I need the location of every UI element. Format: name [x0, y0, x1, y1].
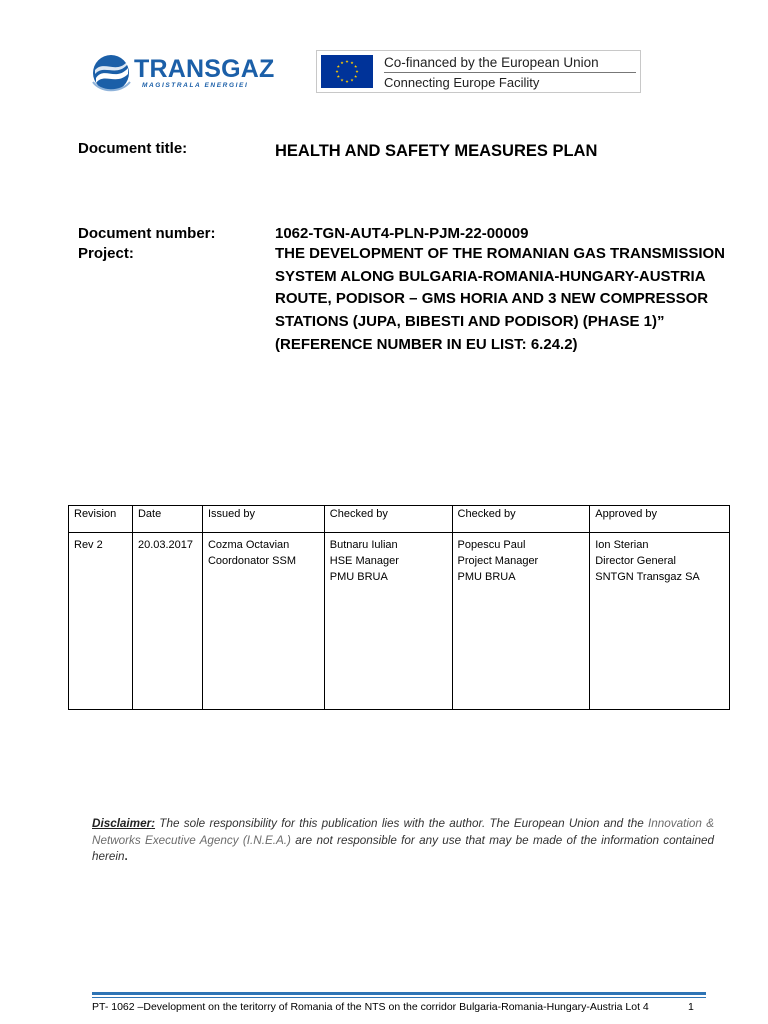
cell-checked-by-1 — [324, 533, 452, 710]
issuer-name: Cozma Octavian — [207, 539, 290, 551]
header-revision: Revision — [69, 506, 133, 533]
document-number-value: 1062-TGN-AUT4-PLN-PJM-22-00009 — [275, 225, 529, 242]
disclaimer-agency: Innovation & Networks Executive Agency (I.N.E.A.) — [92, 817, 714, 847]
header-issued-by: Issued by — [202, 506, 324, 533]
page-number: 1 — [688, 1001, 694, 1013]
transgaz-logo — [90, 52, 275, 94]
header-approved-by: Approved by — [590, 506, 730, 533]
footer-rule — [92, 992, 706, 995]
approver-org: SNTGN Transgaz SA — [595, 571, 700, 583]
approver-name: Ion Sterian — [595, 539, 649, 551]
disclaimer-colon: : — [151, 817, 156, 830]
revision-table-header — [69, 506, 730, 533]
issuer-role: Coordonator SSM — [207, 555, 296, 567]
disclaimer-label: Disclaimer — [92, 817, 152, 830]
cell-issued-by — [202, 533, 324, 710]
cell-date: 20.03.2017 — [132, 533, 202, 710]
eu-cofinancing-banner — [316, 50, 641, 93]
project-line: SYSTEM ALONG BULGARIA-ROMANIA-HUNGARY-AUSTRIA — [275, 267, 706, 285]
transgaz-tagline: MAGISTRALA ENERGIEI — [142, 82, 249, 89]
eu-flag-icon — [321, 55, 373, 88]
footer-rule — [92, 997, 706, 998]
header-checked-by: Checked by — [324, 506, 452, 533]
checker-name: Butnaru Iulian — [329, 539, 398, 551]
disclaimer-text: are not responsible for any use that may be made of the information contained herein — [92, 833, 714, 863]
revision-table — [68, 505, 730, 710]
transgaz-emblem-icon — [90, 52, 134, 94]
cell-checked-by-2 — [452, 533, 590, 710]
transgaz-wordmark: TRANSGAZ — [134, 55, 275, 83]
project-line: ROUTE, PODISOR – GMS HORIA AND 3 NEW COMPRESSOR — [275, 290, 709, 308]
document-title-label: Document title: — [78, 140, 188, 157]
disclaimer — [92, 816, 714, 866]
approver-role: Director General — [595, 555, 676, 567]
checker-role: HSE Manager — [329, 555, 399, 567]
checker-unit: PMU BRUA — [329, 571, 388, 583]
cell-approved-by — [590, 533, 730, 710]
disclaimer-text: The sole responsibility for this publication lies with the author. The European Union and the — [155, 817, 648, 830]
eu-cef-text: Connecting Europe Facility — [384, 75, 540, 90]
footer-text: PT- 1062 –Development on the teritorry of Romania of the NTS on the corridor Bulgaria-Romania-Hungary-Austria Lot 4 — [92, 1001, 649, 1013]
document-number-label: Document number: — [78, 225, 216, 242]
table-row — [69, 533, 730, 710]
checker-role: Project Manager — [457, 555, 539, 567]
disclaimer-end: . — [124, 850, 128, 863]
project-line: THE DEVELOPMENT OF THE ROMANIAN GAS TRANSMISSION — [275, 245, 726, 262]
project-line: STATIONS (JUPA, BIBESTI AND PODISOR) (PHASE 1)” — [275, 313, 665, 331]
checker-name: Popescu Paul — [457, 539, 526, 551]
checker-unit: PMU BRUA — [457, 571, 516, 583]
project-line: (REFERENCE NUMBER IN EU LIST: 6.24.2) — [275, 335, 578, 353]
cell-revision: Rev 2 — [69, 533, 133, 710]
header-date: Date — [132, 506, 202, 533]
eu-banner-divider — [384, 72, 636, 73]
project-value — [275, 243, 745, 357]
eu-cofinanced-text: Co-financed by the European Union — [384, 55, 599, 70]
header-checked-by: Checked by — [452, 506, 590, 533]
project-label: Project: — [78, 245, 134, 262]
document-title-value: HEALTH AND SAFETY MEASURES PLAN — [275, 142, 598, 160]
